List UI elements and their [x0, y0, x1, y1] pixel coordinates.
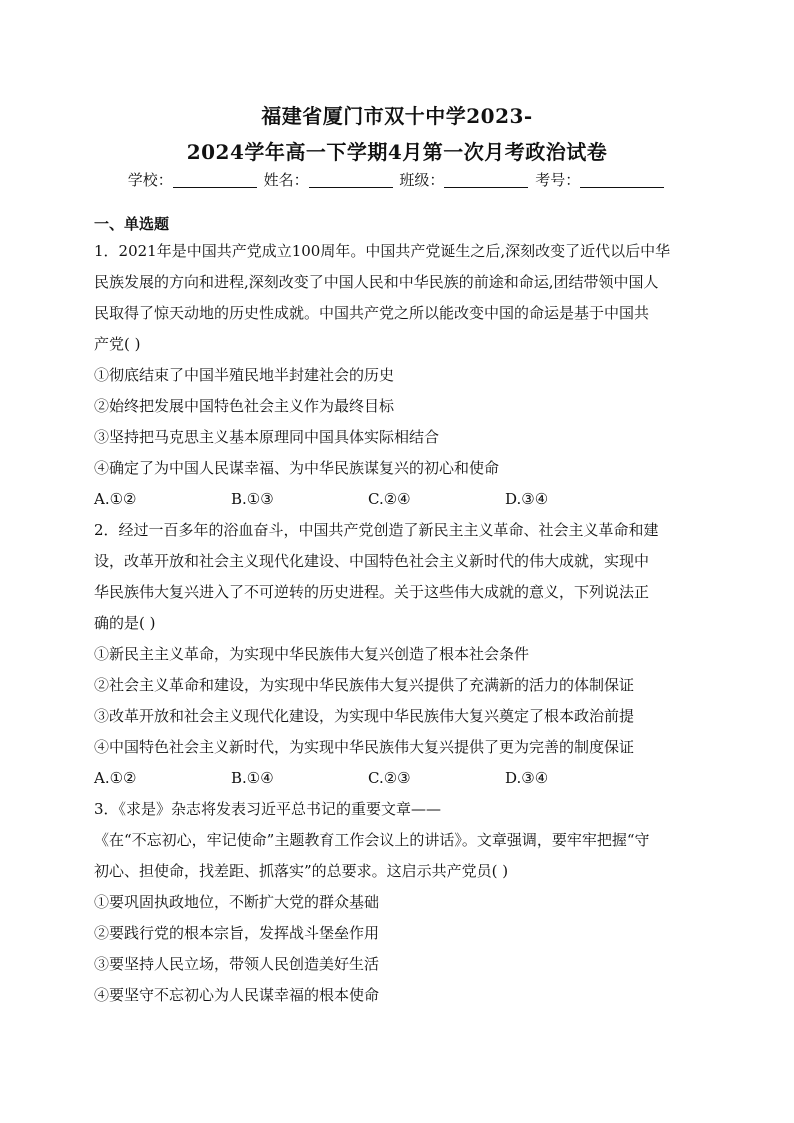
q2-line: 确的是( )	[94, 614, 156, 632]
q3-item: ④要坚守不忘初心为人民谋幸福的根本使命	[94, 986, 380, 1004]
q2-item: ②社会主义革命和建设，为实现中华民族伟大复兴提供了充满新的活力的体制保证	[94, 676, 635, 694]
q1-option-a[interactable]: A.①②	[94, 490, 137, 508]
q1-item: ③坚持把马克思主义基本原理同中国具体实际相结合	[94, 428, 440, 446]
class-blank	[444, 171, 528, 188]
q2-line: 设，改革开放和社会主义现代化建设、中国特色社会主义新时代的伟大成就，实现中	[94, 552, 650, 570]
school-blank	[173, 171, 257, 188]
q1-line: 民族发展的方向和进程,深刻改变了中国人民和中华民族的前途和命运,团结带领中国人	[94, 273, 659, 291]
name-label: 姓名：	[263, 171, 309, 189]
q3-line: 《在“不忘初心，牢记使命”主题教育工作会议上的讲话》。文章强调，要牢牢把握“守	[94, 831, 650, 849]
school-label: 学校：	[127, 171, 173, 189]
q2-option-d[interactable]: D.③④	[505, 769, 549, 787]
q2-option-c[interactable]: C.②③	[368, 769, 411, 787]
exam-title-line1: 福建省厦门市双十中学2023-	[261, 104, 533, 128]
q1-item: ②始终把发展中国特色社会主义作为最终目标	[94, 397, 395, 415]
q1-item: ④确定了为中国人民谋幸福、为中华民族谋复兴的初心和使命	[94, 459, 500, 477]
q3-item: ①要巩固执政地位，不断扩大党的群众基础	[94, 893, 380, 911]
q2-option-b[interactable]: B.①④	[231, 769, 274, 787]
q2-line: 2．经过一百多年的浴血奋斗，中国共产党创造了新民主主义革命、社会主义革命和建	[94, 521, 659, 539]
q1-option-d[interactable]: D.③④	[505, 490, 549, 508]
q2-line: 华民族伟大复兴进入了不可逆转的历史进程。关于这些伟大成就的意义，下列说法正	[94, 583, 650, 601]
q1-line: 产党( )	[94, 335, 141, 353]
q1-option-b[interactable]: B.①③	[231, 490, 274, 508]
section-heading: 一、单选题	[94, 215, 170, 233]
exam-number-label: 考号：	[535, 171, 581, 189]
q3-item: ②要践行党的根本宗旨，发挥战斗堡垒作用	[94, 924, 380, 942]
q3-item: ③要坚持人民立场，带领人民创造美好生活	[94, 955, 380, 973]
class-label: 班级：	[399, 171, 445, 189]
questions	[94, 236, 704, 1011]
q1-line: 民取得了惊天动地的历史性成就。中国共产党之所以能改变中国的命运是基于中国共	[94, 304, 650, 322]
q1-options	[94, 484, 704, 515]
exam-number-blank	[580, 171, 664, 188]
exam-title-line2: 2024学年高一下学期4月第一次月考政治试卷	[186, 140, 608, 164]
q3-line: 初心、担使命，找差距、抓落实”的总要求。这启示共产党员( )	[94, 862, 509, 880]
q2-item: ①新民主主义革命，为实现中华民族伟大复兴创造了根本社会条件	[94, 645, 530, 663]
q2-option-a[interactable]: A.①②	[94, 769, 137, 787]
q2-options	[94, 763, 704, 794]
q1-line: 1．2021年是中国共产党成立100周年。中国共产党诞生之后,深刻改变了近代以后中华	[94, 242, 671, 260]
student-info-row	[0, 170, 794, 190]
name-blank	[309, 171, 393, 188]
q1-item: ①彻底结束了中国半殖民地半封建社会的历史	[94, 366, 395, 384]
q3-line: 3．《求是》杂志将发表习近平总书记的重要文章——	[94, 800, 442, 818]
q2-item: ③改革开放和社会主义现代化建设，为实现中华民族伟大复兴奠定了根本政治前提	[94, 707, 635, 725]
q2-item: ④中国特色社会主义新时代，为实现中华民族伟大复兴提供了更为完善的制度保证	[94, 738, 635, 756]
q1-option-c[interactable]: C.②④	[368, 490, 411, 508]
